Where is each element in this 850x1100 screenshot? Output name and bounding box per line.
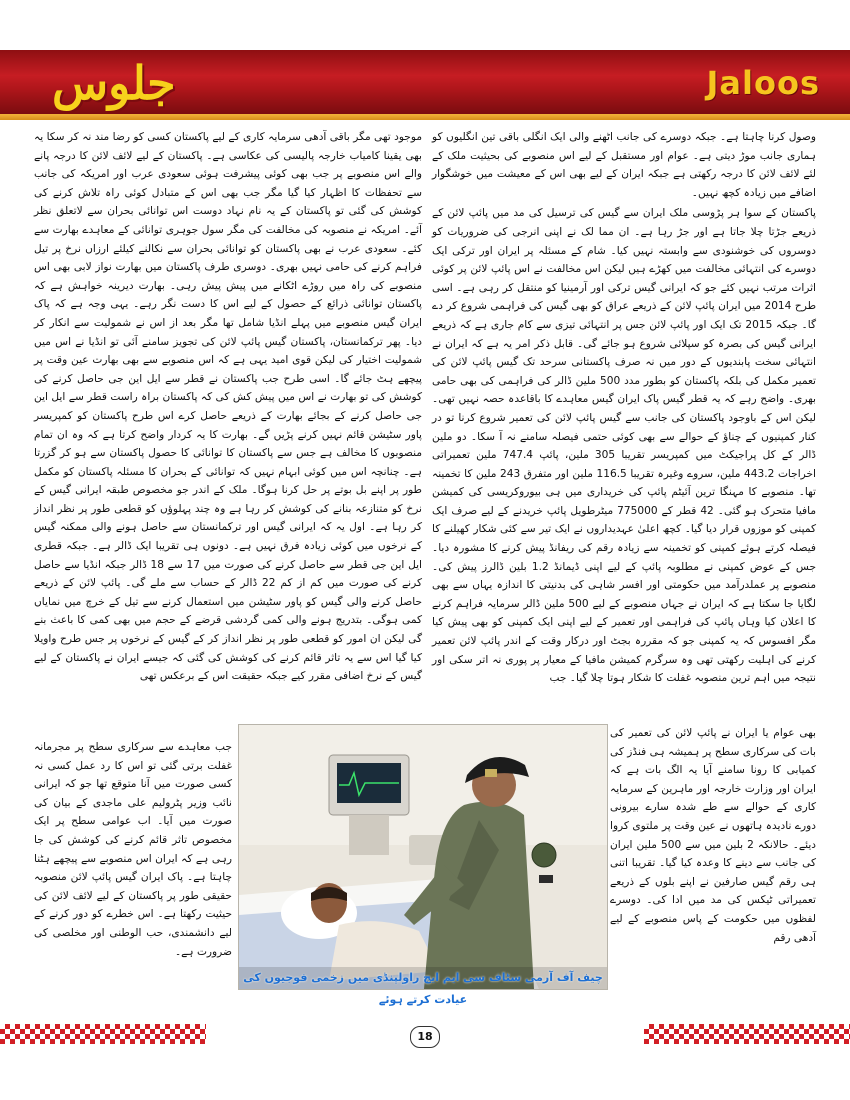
photo-caption: چیف آف آرمی سٹاف سی ایم ایچ راولپنڈی میں زخمی فوجیوں کی عیادت کرتے ہوئے [239,967,607,989]
article-column-right [432,128,816,724]
news-photo [238,724,608,1006]
article-paragraph: پاکستان کے سوا ہر پڑوسی ملک ایران سے گیس کی ترسیل کی مد میں پائپ لائن کے ذریعے جڑتا چلا جاتا ہے اور جڑ رہا ہے۔ ان مما لک نے اپنی انرجی کی ضروریات کو دوسروں کی خوشنودی سے وابستہ نہیں کیا۔ شام کے مسئلہ پر ایران اور ترکی ایک دوسرے کی انتہائی مخالفت میں کھڑے ہیں لیکن اس مخالفت نے اس پائپ لائن پر کوئی اثرات مرتب نہیں کئے جو کہ ایرانی گیس ترکی اور آرمینیا کو منتقل کر رہی ہے۔ اسی طرح 2014 میں ایران پائپ لائن کے ذریعے عراق کو بھی گیس کی فراہمی شروع کر دے گا۔ جبکہ 2015 تک ایک اور پائپ لائن جس پر انتہائی تیزی سے کام جاری ہے کہ ذریعے ایرانی گیس کی بصرہ کو سپلائی شروع ہو جائے گی۔ قابل ذکر امر یہ ہے کہ ایران نے انتہائی سخت پابندیوں کے دور میں نہ صرف پاکستانی سرحد تک گیس پائپ لائن کی تعمیر مکمل کی بلکہ پاکستان کو بطور مدد 500 ملین ڈالر کی فراہمی کی بھی حامی بھری۔ واضح رہے کہ یہ قطر گیس پاک ایران گیس معاہدے کا باقاعدہ حصہ نہیں تھی۔ لیکن اس کے باوجود پاکستان کی جانب سے گیس پائپ لائن کی تعمیر شروع کرنا تو در کنار کمپنیوں کے چناؤ کے حوالے سے بھی کوئی حتمی فیصلہ سامنے نہ آ سکا۔ دو ملین ڈالر کے کل پراجیکٹ میں کمپریسر تقریبا 305 ملین، پائپ 747.4 ملین تعمیراتی اخراجات 443.2 ملین، سروے وغیرہ تقریبا 116.5 ملین اور متفرق 243 ملین کا تخمینہ تھا۔ منصوبے کا مہنگا ترین آئیٹم پائپ کی خریداری میں ہی بیوروکریسی کی کمیشن مافیا متحرک ہو گئی۔ 42 قطر کے 775000 میٹرطویل پائپ خریدنے کے لیے صرف ایک کمپنی کو موزوں قرار دیا گیا۔ کچھ اعلیٰ عہدیداروں نے ایک تیر سے کئی شکار کھیلنے کا فیصلہ کرتے ہوئے کمپنی کو تخمینہ سے زیادہ رقم کی ریفانڈ پیش کرنے کا مشورہ دیا۔ جس کے عوض کمپنی نے مطلوبہ پائپ کے لیے اپنی ڈیمانڈ 1.2 بلین ڈالرز پیش کی۔ منصوبے پر عملدرآمد میں حکومتی اور افسر شاہی کی بدنیتی کا اندازہ یہاں سے بھی لگایا جا سکتا ہے کہ ایران نے جہاں منصوبے کے لیے 500 ملین ڈالر سرمایہ فراہم کرنے کا اعلان کیا وہاں پائپ کی فراہمی اور تعمیر کے لیے اپنی ایک کمپنی کو بھی پیش کیا مگر افسوس کہ یہ کمپنی جو کہ مقررہ بجٹ اور درکار وقت کے اندر پائپ لائن تعمیر کرنے کی اہلیت رکھتی تھی وہ سرگرم کمیشن مافیا کے معیار پر پوری نہ اتر سکی اور نتیجہ میں اہم ترین منصوبہ غفلت کا شکار ہوتا چلا گیا۔ جب [432,207,817,685]
page-number: 18 [410,1026,440,1048]
magazine-logo-english: Jaloos [706,64,820,102]
footer-checker-left [0,1024,206,1044]
hospital-visit-illustration [239,725,607,989]
magazine-logo-urdu: جلوس [52,56,176,110]
article-column-wrap: بھی عوام یا ایران نے پائپ لائن کی تعمیر کی بات کی سرکاری سطح پر ہمیشہ ہی فنڈز کی کمیابی کا رونا سامنے آیا یہ الگ بات ہے کہ ایران اور وزارت خارجہ اور ماہرین کے سرمایہ کاری کے حوالے سے طے شدہ سارے بیرونی دورے نادیدہ ہاتھوں نے عین وقت پر ملتوی کروا دیئے۔ حالانکہ 2 بلین میں سے 500 ملین ایران کی جانب سے دینے کا وعدہ کیا گیا۔ تقریبا اتنی ہی رقم گیس صارفین نے اپنے بلوں کے ذریعے تعمیراتی ٹیکس کی مد میں ادا کی۔ دوسرے لفظوں میں حکومت کے پاس منصوبے کے لیے آدھی رقم [610,727,816,944]
article-column-bottom-left: جب معاہدے سے سرکاری سطح پر مجرمانہ غفلت برتی گئی تو اس کا رد عمل کسی نہ کسی صورت میں آنا متوقع تھا جو کہ ایرانی نائب وزیر پٹرولیم علی ماجدی کے بیان کی صورت میں آیا۔ اب عوامی سطح پر ایک مخصوص تاثر قائم کرنے کی کوشش کی جا رہی ہے کہ ایران اس منصوبے سے پیچھے ہٹنا چاہتا ہے۔ پاک ایران گیس پائپ لائن منصوبہ حقیقی طور پر پاکستان کے لیے لائف لائن کی حیثیت رکھتا ہے۔ اس خطرے کو دور کرنے کے لیے دانشمندی، حب الوطنی اور مخلصی کی ضرورت ہے۔ [34,741,232,958]
article-column-left [34,128,422,728]
article-paragraph: وصول کرنا چاہتا ہے۔ جبکہ دوسرے کی جانب اٹھنے والی ایک انگلی باقی تین انگلیوں کو ہماری جانب موڑ دیتی ہے۔ عوام اور مستقبل کے لیے اس منصوبے کی بحیثیت ملک کے لئے لائف لائن کا درجہ رکھتی ہے جبکہ ایران کے لیے بھی اس کے معیشت میں خوشگوار اضافے میں زیادہ کچھ نہیں۔ [432,131,816,199]
footer-checker-right [644,1024,850,1044]
article-paragraph: موجود تھی مگر باقی آدھی سرمایہ کاری کے لیے پاکستان کسی کو رضا مند نہ کر سکا یہ بھی یقینا کامیاب خارجہ پالیسی کی عکاسی ہے۔ پاکستان کے لیے لائف لائن کا درجہ پانے والے اس منصوبے پر جب بھی کوئی پیشرفت ہوئی سعودی عرب اور امریکہ کی جانب سے تحفظات کا اظہار کیا گیا مگر جب بھی اس کے متبادل کوئی راہ تلاش کرنے کی کوشش کی گئی تو پاکستان کے یہ نام نہاد دوست اس توانائی بحران سے لاتعلق نظر آئے۔ امریکہ نے منصوبہ کی مخالفت کی مگر سول جوہری توانائی کے معاہدے بھارت سے کئے۔ سعودی عرب نے بھی پاکستان کو توانائی بحران سے نکالنے کیلئے ارزاں نرخ پر تیل فراہم کرنے کی حامی نہیں بھری۔ دوسری طرف پاکستان میں بھارت نواز لابی بھی اس منصوبے کی راہ میں روڑے اٹکانے میں پیش پیش رہی۔ بھارت دیرینہ خواہش ہے کہ پاکستان توانائی ذرائع کے حصول کے لیے اس کا دست نگر رہے۔ یہی وجہ ہے کہ پاک ایران گیس منصوبے میں پہلے انڈیا شامل تھا مگر بعد از اس نے شمولیت سے انکار کر دیا۔ پھر ترکمانستان، پاکستان گیس پائپ لائن کی تجویز سامنے آئی تو انڈیا نے اس میں شمولیت اختیار کی لیکن قوی امید یہی ہے کہ اس منصوبے سے بھی بھارت عین وقت پر پیچھے ہٹ جائے گا۔ اسی طرح جب پاکستان نے قطر سے ایل این جی حاصل کرنے کی کوشش کی تو بھارت نے اس میں پیش کش کی کہ پاکستان براہ راست قطر سے ایل این جی حاصل کرنے کے بجائے بھارت کے ذریعے حاصل کرے اس طرح پاکستان کو کمپریسر پاور سٹیشن قائم نہیں کرنے پڑیں گے۔ بھارت کا یہ کردار واضح کرتا ہے کہ وہ ان تمام منصوبوں کا مخالف ہے جس سے پاکستان کا توانائی کا حصول پاکستان سے ہو کر گزرتا ہے۔ چنانچہ اس میں کوئی ابہام نہیں کہ توانائی کے بحران کا مسئلہ پاکستان کو مکمل طور پر اپنے بل بوتے پر حل کرنا ہوگا۔ ملک کے اندر جو مخصوص طبقہ ایرانی گیس کے نرخ کو متنازعہ بنانے کی کوشش کر رہا ہے وہ چند پہلوؤں کو قطعی طور پر نظر انداز کر رہا ہے۔ اول یہ کہ ایرانی گیس اور ترکمانستان سے حاصل ہونے والی ممکنہ گیس کے نرخوں میں کوئی زیادہ فرق نہیں ہے۔ دونوں ہی تقریبا ایک ڈالر ہے۔ جبکہ قطری ایل این جی قطر سے حاصل کرنے کی صورت میں 17 سے 18 ڈالر جبکہ انڈیا سے حاصل کرنے کی صورت میں کم از کم 22 ڈالر کے حساب سے ملے گی۔ پائپ لائن کے ذریعے حاصل کرنے والی گیس کو پاور سٹیشن میں استعمال کرنے سے تیل کے خرچ میں نمایاں کمی ہوگی۔ بتدریج ہونے والی کمی گردشی قرضے کے حجم میں بھی کمی کا باعث بنے گی لیکن ان امور کو قطعی طور پر نظر انداز کر کے گیس کے نرخوں پر جس طرح واویلا کیا گیا اس سے یہ تاثر قائم کرنے کی کوشش کی گئی کہ جیسے ایران نے پاکستان کے لیے گیس کے نرخ اضافی مقرر کیے جبکہ حقیقت اس کے برعکس تھی [34,131,422,683]
